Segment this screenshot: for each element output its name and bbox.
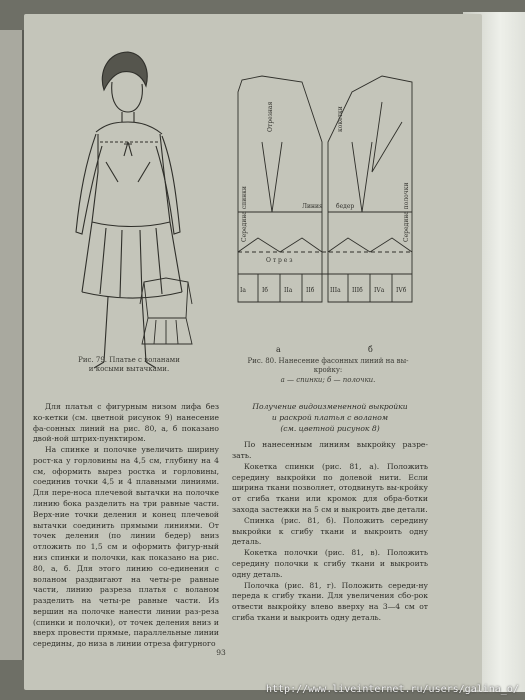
left-paragraph-2: На спинке и полочке увеличить ширину рост-ка у горловины на 4,5 см, глубину на 4 см, оформить вырез ростка и горловины, соединив точки 4,5 и 4 плавными линиями. Для пере-носа плечевой вытачки на полочке линию бока разделить на три равные части. Верх-ние точки деления и конец плечевой вытачки соединить прямыми линиями. От точек деления (по линии бедер) вниз отложить по 1,5 см и оформить фигур-ный низ спинки и полочки, как показано на рис. 80, а, б. Для этого линию со-единения с воланом раздвигают на четы-ре равные части, линию разреза платья с воланом разделить на четы-ре равные части. Из вершин на полочке нанести линии раз-реза (спинки и полочки), от точек деления вниз и вверх провести прямые, параллельные линии середины, до низа в линии отреза фигурного	[33, 445, 219, 649]
right-paragraph-4: Кокетка полочки (рис. 81, в). Положить середину полочки к сгибу ткани и выкроить одну деталь.	[232, 548, 428, 579]
pattern-label-liniya: Линия	[302, 203, 323, 210]
right-paragraph-3: Спинка (рис. 81, б). Положить середину выкройки к сгибу ткани и выкроить одну деталь.	[232, 515, 428, 547]
pattern-label-iia: IIа	[284, 287, 293, 294]
pattern-label-ivb: IVб	[396, 287, 407, 294]
right-paragraph-1: По нанесенным линиям выкройку разре-зать.	[232, 440, 428, 461]
pattern-label-b: б	[368, 345, 373, 354]
pattern-label-otreznaya: Отрезная	[267, 101, 274, 132]
figure-79-caption-line-1: Рис. 79. Платье с воланами	[78, 356, 180, 364]
pattern-label-iiib: IIIб	[352, 287, 363, 294]
dress-illustration	[46, 42, 216, 372]
section-heading-line-2: и раскрой платья с воланом	[271, 412, 389, 422]
pattern-label-ib: Iб	[262, 287, 268, 294]
figure-80-caption-line-1: Рис. 80. Нанесение фасонных линий на вы-	[247, 357, 409, 365]
pattern-label-ia: Iа	[240, 287, 246, 294]
right-paragraph-5: Полочка (рис. 81, г). Положить середи-ну переда к сгибу ткани. Для увеличения сбо-рок отвести выкройку влево вверху на 3—4 см от сгиба ткани и выкроить одну деталь.	[232, 580, 428, 622]
page-number: 93	[216, 648, 226, 657]
figure-80-caption-line-2: кройку:	[313, 366, 343, 375]
pattern-label-seredina-spinki: Середина спинки	[241, 186, 248, 242]
left-page-edge	[0, 30, 24, 660]
section-heading-line-3: (см. цветной рисунок 8)	[280, 423, 380, 433]
pattern-label-iva: IVа	[374, 287, 385, 294]
pattern-label-kokupka: кокетки	[337, 106, 344, 132]
figure-80-caption	[228, 357, 428, 385]
pattern-label-seredina-polochki: Середина полочки	[403, 182, 410, 242]
right-paragraph-2: Кокетка спинки (рис. 81, а). Положить середину выкройки по долевой нити. Если ширина ткани позволяет, отодвинуть вы-кройку от сгиба ткани или кромок для обра-ботки захода застежки на 5 см и выкроить две детали.	[232, 461, 428, 515]
watermark-url: http://www.liveinternet.ru/users/galina_o/	[266, 684, 519, 695]
section-heading	[232, 402, 428, 434]
figure-80-caption-line-3: а — спинки; б — полочки.	[280, 375, 376, 384]
pattern-drawing	[232, 62, 422, 362]
figure-79-caption-line-2: и косыми вытачками.	[88, 365, 170, 374]
section-heading-line-1: Получение видоизмененной выкройки	[252, 402, 408, 411]
left-text-column	[33, 402, 219, 650]
right-text-column	[232, 402, 428, 624]
pattern-label-otrez: О т р е з	[266, 257, 293, 264]
pattern-label-iib: IIб	[306, 287, 315, 294]
figure-79-caption	[44, 356, 214, 375]
pattern-label-beder: бедер	[336, 203, 355, 210]
left-paragraph-1: Для платья с фигурным низом лифа без ко-кетки (см. цветной рисунок 9) нанесение фа-сонных линий на рис. 80, а, б показано двой-ной штрих-пунктиром.	[33, 402, 219, 444]
pattern-label-a: а	[276, 345, 281, 354]
pattern-label-iiia: IIIа	[330, 287, 341, 294]
